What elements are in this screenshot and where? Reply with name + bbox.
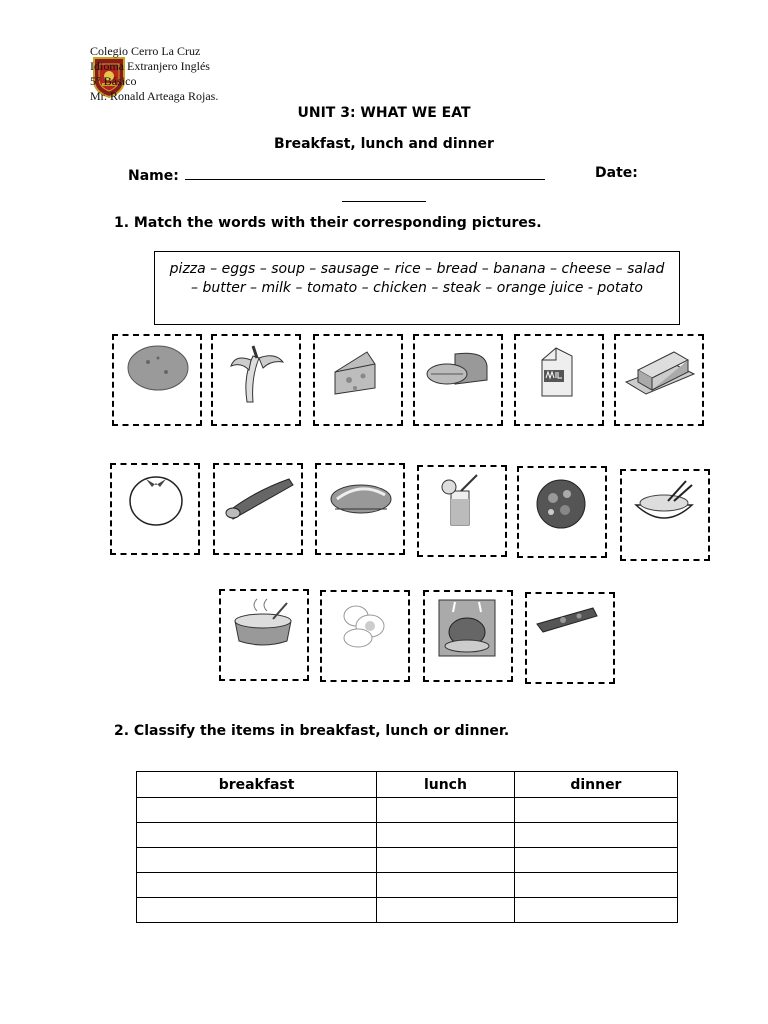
- picture-box-potato[interactable]: [112, 334, 202, 426]
- bread-icon: [415, 336, 501, 424]
- table-cell[interactable]: [377, 873, 515, 898]
- name-row: [128, 165, 545, 184]
- soup-icon: [221, 591, 307, 679]
- exercise2-instruction: 2. Classify the items in breakfast, lunch or dinner.: [114, 723, 510, 739]
- header-info: [90, 44, 290, 104]
- word-bank: pizza – eggs – soup – sausage – rice – bread – banana – cheese – salad – butter – milk – tomato – chicken – steak – orange juice - potato: [154, 251, 680, 325]
- picture-box-rice[interactable]: [620, 469, 710, 561]
- milk-icon: [516, 336, 602, 424]
- table-cell[interactable]: [137, 898, 377, 923]
- salad-icon: [519, 468, 605, 556]
- pizza-icon: [527, 594, 613, 682]
- table-cell[interactable]: [514, 798, 677, 823]
- picture-box-banana[interactable]: [211, 334, 301, 426]
- table-cell[interactable]: [377, 898, 515, 923]
- sausage-icon: [215, 465, 301, 553]
- picture-box-butter[interactable]: [614, 334, 704, 426]
- eggs-icon: [322, 592, 408, 680]
- picture-box-tomato[interactable]: [110, 463, 200, 555]
- page-subtitle: Breakfast, lunch and dinner: [274, 136, 494, 152]
- picture-box-salad[interactable]: [517, 466, 607, 558]
- potato-icon: [114, 336, 200, 424]
- steak-icon: [317, 465, 403, 553]
- name-label: Name:: [128, 168, 179, 184]
- rice-icon: [622, 471, 708, 559]
- column-header-dinner: dinner: [514, 772, 677, 798]
- name-field[interactable]: [185, 165, 545, 180]
- table-header-row: [137, 772, 678, 798]
- table-cell[interactable]: [514, 823, 677, 848]
- table-cell[interactable]: [137, 823, 377, 848]
- grade-level: 5° Básico: [90, 74, 137, 88]
- tomato-icon: [112, 465, 198, 553]
- picture-box-pizza[interactable]: [525, 592, 615, 684]
- picture-box-chicken[interactable]: [423, 590, 513, 682]
- teacher-name: Mr. Ronald Arteaga Rojas.: [90, 89, 219, 103]
- table-cell[interactable]: [377, 848, 515, 873]
- picture-box-soup[interactable]: [219, 589, 309, 681]
- table-row: [137, 848, 678, 873]
- table-row: [137, 798, 678, 823]
- table-cell[interactable]: [514, 898, 677, 923]
- picture-box-bread[interactable]: [413, 334, 503, 426]
- page-title: UNIT 3: WHAT WE EAT: [297, 105, 471, 121]
- picture-box-steak[interactable]: [315, 463, 405, 555]
- table-cell[interactable]: [137, 798, 377, 823]
- school-name: Colegio Cerro La Cruz: [90, 44, 201, 58]
- cheese-icon: [315, 336, 401, 424]
- exercise1-instruction: 1. Match the words with their corresponding pictures.: [114, 215, 542, 231]
- table-cell[interactable]: [377, 823, 515, 848]
- picture-box-milk[interactable]: [514, 334, 604, 426]
- column-header-lunch: lunch: [377, 772, 515, 798]
- picture-box-sausage[interactable]: [213, 463, 303, 555]
- table-cell[interactable]: [377, 798, 515, 823]
- table-row: [137, 823, 678, 848]
- picture-box-eggs[interactable]: [320, 590, 410, 682]
- column-header-breakfast: breakfast: [137, 772, 377, 798]
- table-cell[interactable]: [137, 873, 377, 898]
- classification-table: [136, 771, 678, 923]
- subject-name: Idioma Extranjero Inglés: [90, 59, 210, 73]
- chicken-icon: [425, 592, 511, 680]
- table-cell[interactable]: [514, 873, 677, 898]
- table-row: [137, 898, 678, 923]
- date-field[interactable]: [342, 201, 426, 202]
- butter-icon: [616, 336, 702, 424]
- banana-icon: [213, 336, 299, 424]
- table-row: [137, 873, 678, 898]
- picture-box-orange-juice[interactable]: [417, 465, 507, 557]
- orange-juice-icon: [419, 467, 505, 555]
- picture-box-cheese[interactable]: [313, 334, 403, 426]
- table-cell[interactable]: [514, 848, 677, 873]
- date-label: Date:: [595, 165, 638, 181]
- table-cell[interactable]: [137, 848, 377, 873]
